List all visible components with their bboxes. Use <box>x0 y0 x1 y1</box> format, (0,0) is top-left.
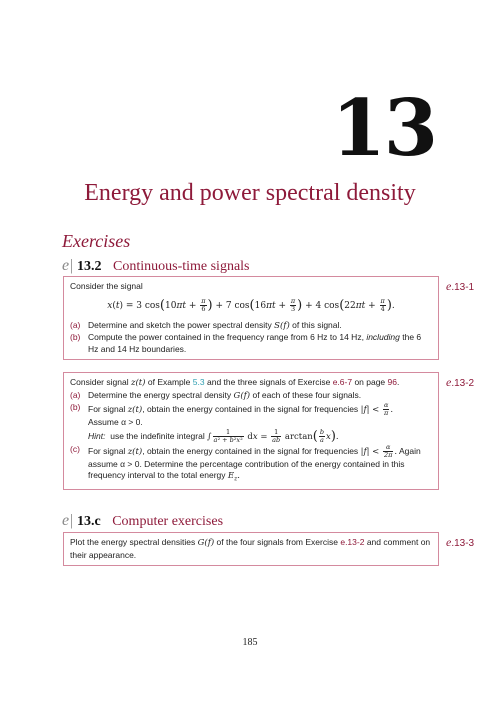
part-label: (a) <box>70 389 81 400</box>
integral-formula: ∫ $\frac{1}{\text{a² + b²x²}}$ dx = $\frac{1}{ab}$ arctan( $\frac{b}{a}$ x). <box>207 427 339 444</box>
tag-prefix: e <box>446 535 452 549</box>
tag-number: .13-2 <box>451 378 475 389</box>
page-link[interactable]: 96 <box>387 377 398 387</box>
math-inline: z(t) <box>130 378 146 388</box>
part-text: , obtain the energy contained in the signal for frequencies <box>142 445 359 456</box>
part-text: Determine and sketch the power spectral density <box>88 319 272 330</box>
assumption-text: Assume α > 0. <box>88 417 143 427</box>
exercise-tag-13-3[interactable] <box>446 535 474 550</box>
page-number: 185 <box>242 637 258 648</box>
tag-number: .13-1 <box>451 282 475 293</box>
part-a <box>70 320 432 333</box>
intro-text: and the three signals of Exercise <box>206 377 331 387</box>
section-title: Continuous-time signals <box>113 259 250 274</box>
tag-prefix: e <box>446 279 452 293</box>
exercise-box-13-3 <box>63 532 439 566</box>
chapter-title: Energy and power spectral density <box>84 180 416 206</box>
hint-label: Hint: <box>88 430 106 441</box>
intro-text: of Example <box>147 377 191 387</box>
total-energy: $E_z$. <box>227 471 240 483</box>
hint-line <box>88 429 432 444</box>
intro-text: on page <box>354 377 386 387</box>
math-inline: G(f) <box>197 538 215 548</box>
section-number: 13.2 <box>77 259 102 274</box>
example-link[interactable]: 5.3 <box>192 377 205 387</box>
energy-symbol: E <box>227 471 235 481</box>
tag-prefix: e <box>446 375 452 389</box>
part-a <box>70 390 432 403</box>
exercise-text: Plot the energy spectral densities <box>70 537 196 547</box>
part-label: (b) <box>70 402 81 412</box>
exercise-box-13-1 <box>63 276 439 360</box>
part-text: Again assume α > 0. Determine the percentage contribution of the energy contained in this frequency interval to the total energy <box>88 445 421 480</box>
hint-text: use the indefinite integral <box>110 430 205 441</box>
math-inline: S(f) <box>274 320 290 331</box>
part-text: of this signal. <box>292 319 342 330</box>
part-label: (a) <box>70 319 81 330</box>
section-title: Computer exercises <box>112 514 224 529</box>
exercise-tag-13-1[interactable] <box>446 279 474 294</box>
signal-equation: x(t) = 3 cos(10πt + $\frac{\pi}{6}$ ) + 7 cos(16πt + $\frac{\pi}{3}$ ) + 4 cos(22πt + $\frac{\pi}{4}$ ). <box>107 296 395 313</box>
part-b <box>70 402 432 444</box>
part-text: Determine the energy spectral density <box>88 389 232 400</box>
frequency-bound: |f| < $\frac{\alpha}{\pi}$ . <box>360 401 394 417</box>
part-text: , obtain the energy contained in the signal for frequencies <box>142 404 359 414</box>
part-text: For signal <box>88 404 126 414</box>
exercises-heading: Exercises <box>62 231 131 251</box>
section-heading-13-2 <box>62 257 250 275</box>
math-inline: G(f) <box>233 390 251 401</box>
part-text: Compute the power contained in the frequency range from 6 Hz to 14 Hz, <box>88 332 364 342</box>
intro-text: Consider signal <box>70 377 129 387</box>
tag-number: .13-3 <box>451 538 475 549</box>
exercise-box-13-2 <box>63 372 439 490</box>
frequency-bound: |f| < $\frac{\alpha}{2\pi}$ . <box>360 442 398 459</box>
section-number: 13.c <box>77 514 101 529</box>
exercise-link[interactable]: e.13-2 <box>340 537 365 547</box>
section-heading-13-c <box>62 512 223 530</box>
part-text: of each of these four signals. <box>252 389 362 400</box>
energy-subscript: z <box>234 475 238 483</box>
part-b <box>70 332 432 355</box>
exercise-intro: Consider the signal <box>70 281 143 291</box>
math-inline: z(t) <box>127 446 143 457</box>
part-label: (b) <box>70 332 81 342</box>
exercise-link[interactable]: e.6-7 <box>332 377 353 387</box>
chapter-number: 13 <box>331 83 436 174</box>
emphasis-text: including <box>366 332 400 342</box>
part-text: the 6 Hz and 14 Hz boundaries. <box>88 332 422 354</box>
exercise-text: of the four signals from Exercise <box>216 537 338 547</box>
part-label: (c) <box>70 443 80 454</box>
section-marker: e| <box>62 512 74 529</box>
exercise-intro: Consider signal z(t) of Example 5.3 and the three signals of Exercise e.6-7 on page 96. <box>70 377 400 388</box>
exercise-tag-13-2[interactable] <box>446 375 474 390</box>
section-marker: e| <box>62 257 74 274</box>
part-c <box>70 444 432 486</box>
exercise-text: and comment on their appearance. <box>70 537 431 560</box>
math-inline: z(t) <box>127 405 143 415</box>
part-text: For signal <box>88 445 126 456</box>
